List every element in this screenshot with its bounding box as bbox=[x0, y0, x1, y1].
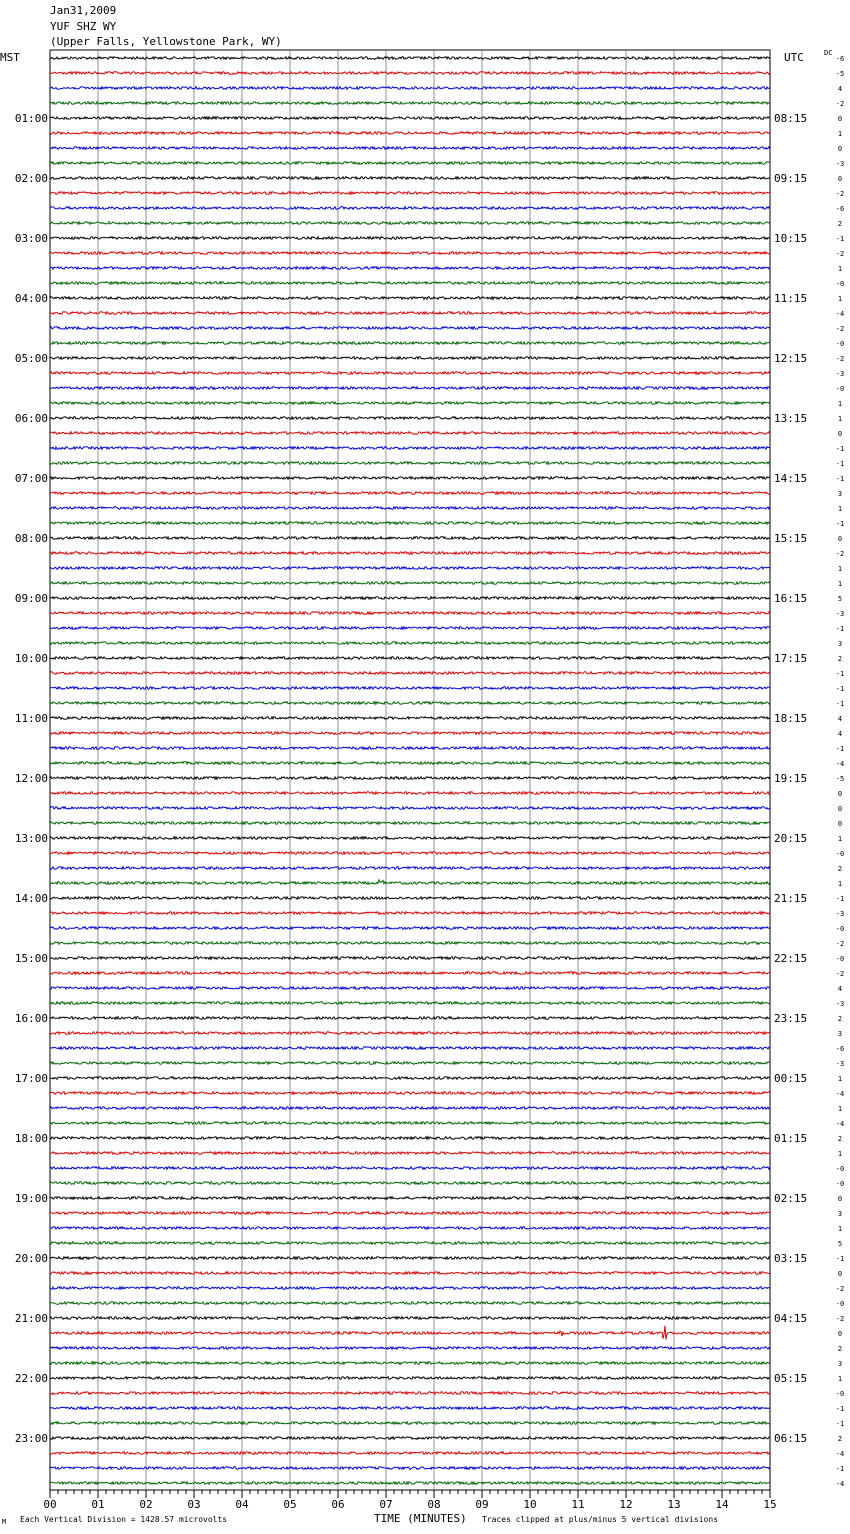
dc-offset-value: -4 bbox=[835, 1480, 845, 1488]
right-timezone-label: UTC bbox=[784, 51, 804, 64]
seismic-trace bbox=[50, 1137, 770, 1140]
x-tick-label: 00 bbox=[43, 1498, 57, 1511]
seismic-trace bbox=[50, 1152, 770, 1155]
right-hour-label: 00:15 bbox=[774, 1072, 808, 1085]
seismic-trace bbox=[50, 1467, 770, 1470]
dc-offset-value: 1 bbox=[837, 565, 843, 573]
seismic-trace bbox=[50, 880, 770, 885]
seismic-trace bbox=[50, 1422, 770, 1425]
seismic-trace bbox=[50, 492, 770, 495]
seismic-trace bbox=[50, 792, 770, 795]
dc-offset-value: -6 bbox=[835, 55, 845, 63]
left-hour-label: 07:00 bbox=[14, 472, 48, 485]
dc-offset-value: -1 bbox=[835, 895, 845, 903]
seismic-trace bbox=[50, 552, 770, 555]
dc-offset-header: DC bbox=[824, 49, 833, 57]
dc-offset-value: -4 bbox=[835, 1090, 845, 1098]
seismic-trace bbox=[50, 537, 770, 540]
dc-offset-value: -0 bbox=[835, 955, 845, 963]
left-hour-label: 02:00 bbox=[14, 172, 48, 185]
seismic-trace bbox=[50, 297, 770, 300]
x-tick-label: 07 bbox=[379, 1498, 393, 1511]
dc-offset-value: -1 bbox=[835, 235, 845, 243]
seismic-trace bbox=[50, 1362, 770, 1365]
chart-date: Jan31,2009 bbox=[50, 4, 117, 17]
right-hour-label: 06:15 bbox=[774, 1432, 808, 1445]
seismic-trace bbox=[50, 972, 770, 975]
dc-offset-value: 1 bbox=[837, 1075, 843, 1083]
left-hour-label: 19:00 bbox=[14, 1192, 48, 1205]
seismic-trace bbox=[50, 507, 770, 510]
seismic-trace bbox=[50, 1107, 770, 1110]
seismic-trace bbox=[50, 1326, 770, 1340]
seismic-trace bbox=[50, 657, 770, 660]
seismic-traces bbox=[50, 57, 770, 1485]
dc-offset-value: -3 bbox=[835, 1060, 845, 1068]
dc-offset-value: 1 bbox=[837, 130, 843, 138]
right-hour-label: 13:15 bbox=[774, 412, 808, 425]
dc-offset-value: -2 bbox=[835, 1315, 845, 1323]
seismic-trace bbox=[50, 1092, 770, 1095]
left-hour-label: 12:00 bbox=[14, 772, 48, 785]
dc-offset-value: 0 bbox=[837, 1330, 843, 1338]
seismic-trace bbox=[50, 612, 770, 615]
right-hour-label: 15:15 bbox=[774, 532, 808, 545]
right-hour-label: 02:15 bbox=[774, 1192, 808, 1205]
left-hour-label: 16:00 bbox=[14, 1012, 48, 1025]
seismic-trace bbox=[50, 117, 770, 120]
dc-offset-value: 1 bbox=[837, 1225, 843, 1233]
seismic-trace bbox=[50, 282, 770, 285]
dc-offset-value: -0 bbox=[835, 925, 845, 933]
seismic-trace bbox=[50, 1317, 770, 1320]
dc-offset-value: 1 bbox=[837, 415, 843, 423]
left-hour-label: 11:00 bbox=[14, 712, 48, 725]
seismic-trace bbox=[50, 1347, 770, 1350]
right-hour-label: 01:15 bbox=[774, 1132, 808, 1145]
seismic-trace bbox=[50, 1392, 770, 1395]
dc-offset-value: -3 bbox=[835, 1000, 845, 1008]
x-axis-ticks bbox=[50, 1490, 770, 1498]
right-hour-label: 03:15 bbox=[774, 1252, 808, 1265]
station-location: (Upper Falls, Yellowstone Park, WY) bbox=[50, 35, 282, 48]
dc-offset-value: -0 bbox=[835, 385, 845, 393]
dc-offset-value: 1 bbox=[837, 505, 843, 513]
seismic-trace bbox=[50, 672, 770, 675]
seismic-trace bbox=[50, 1167, 770, 1170]
dc-offset-value: -1 bbox=[835, 460, 845, 468]
dc-offset-value: 1 bbox=[837, 1375, 843, 1383]
seismic-trace bbox=[50, 897, 770, 900]
seismic-trace bbox=[50, 207, 770, 210]
seismic-trace bbox=[50, 447, 770, 450]
x-axis-label: TIME (MINUTES) bbox=[374, 1512, 467, 1525]
x-tick-label: 10 bbox=[523, 1498, 537, 1511]
dc-offset-value: 3 bbox=[837, 640, 843, 648]
dc-offset-value: 4 bbox=[837, 85, 843, 93]
seismic-trace bbox=[50, 1047, 770, 1050]
left-hour-label: 22:00 bbox=[14, 1372, 48, 1385]
dc-offset-value: -0 bbox=[835, 280, 845, 288]
seismic-trace bbox=[50, 357, 770, 360]
dc-offset-value: -1 bbox=[835, 1420, 845, 1428]
dc-offset-value: 5 bbox=[837, 1240, 843, 1248]
left-timezone-label: MST bbox=[0, 51, 20, 64]
right-hour-label: 19:15 bbox=[774, 772, 808, 785]
seismic-trace bbox=[50, 132, 770, 135]
seismic-trace bbox=[50, 327, 770, 330]
dc-offset-value: -4 bbox=[835, 1450, 845, 1458]
right-hour-label: 05:15 bbox=[774, 1372, 808, 1385]
right-hour-label: 21:15 bbox=[774, 892, 808, 905]
seismic-trace bbox=[50, 747, 770, 750]
seismic-trace bbox=[50, 807, 770, 810]
x-tick-label: 09 bbox=[475, 1498, 489, 1511]
seismic-trace bbox=[50, 177, 770, 180]
dc-offset-value: -2 bbox=[835, 325, 845, 333]
dc-offset-value: 1 bbox=[837, 580, 843, 588]
dc-offset-value: -0 bbox=[835, 1165, 845, 1173]
seismic-trace bbox=[50, 1302, 770, 1305]
seismic-trace bbox=[50, 1452, 770, 1455]
seismic-trace bbox=[50, 147, 770, 150]
seismic-trace bbox=[50, 342, 770, 345]
right-hour-label: 23:15 bbox=[774, 1012, 808, 1025]
dc-offset-value: 2 bbox=[837, 655, 843, 663]
dc-offset-value: 4 bbox=[837, 730, 843, 738]
seismic-trace bbox=[50, 702, 770, 705]
seismic-trace bbox=[50, 72, 770, 75]
dc-offset-value: -1 bbox=[835, 700, 845, 708]
dc-offset-value: 1 bbox=[837, 1105, 843, 1113]
dc-offset-value: 0 bbox=[837, 1195, 843, 1203]
seismic-trace bbox=[50, 732, 770, 735]
dc-offset-value: 2 bbox=[837, 1015, 843, 1023]
seismic-trace bbox=[50, 222, 770, 225]
seismic-trace bbox=[50, 1017, 770, 1020]
seismic-trace bbox=[50, 477, 770, 480]
dc-offset-value: -0 bbox=[835, 340, 845, 348]
seismic-trace bbox=[50, 102, 770, 105]
x-tick-label: 04 bbox=[235, 1498, 249, 1511]
seismic-trace bbox=[50, 462, 770, 465]
dc-offset-value: 1 bbox=[837, 265, 843, 273]
seismic-trace bbox=[50, 1032, 770, 1035]
x-tick-label: 06 bbox=[331, 1498, 345, 1511]
seismic-trace bbox=[50, 162, 770, 165]
dc-offset-value: -3 bbox=[835, 370, 845, 378]
dc-offset-value: 0 bbox=[837, 145, 843, 153]
seismic-trace bbox=[50, 867, 770, 870]
seismic-trace bbox=[50, 957, 770, 960]
dc-offset-value: 3 bbox=[837, 1210, 843, 1218]
left-hour-label: 06:00 bbox=[14, 412, 48, 425]
right-hour-label: 14:15 bbox=[774, 472, 808, 485]
dc-offset-value: 0 bbox=[837, 115, 843, 123]
seismic-trace bbox=[50, 1212, 770, 1215]
left-hour-label: 09:00 bbox=[14, 592, 48, 605]
dc-offset-value: -1 bbox=[835, 475, 845, 483]
left-hour-label: 20:00 bbox=[14, 1252, 48, 1265]
dc-offset-value: -1 bbox=[835, 625, 845, 633]
dc-offset-value: 1 bbox=[837, 295, 843, 303]
clip-note: Traces clipped at plus/minus 5 vertical divisions bbox=[482, 1515, 719, 1524]
seismic-trace bbox=[50, 252, 770, 255]
dc-offset-value: -2 bbox=[835, 550, 845, 558]
seismic-trace bbox=[50, 777, 770, 780]
dc-offset-value: 2 bbox=[837, 220, 843, 228]
dc-offset-value: 2 bbox=[837, 865, 843, 873]
seismic-trace bbox=[50, 987, 770, 990]
right-hour-label: 12:15 bbox=[774, 352, 808, 365]
seismic-trace bbox=[50, 1437, 770, 1440]
seismic-trace bbox=[50, 237, 770, 240]
dc-offset-value: -1 bbox=[835, 1465, 845, 1473]
seismic-trace bbox=[50, 1242, 770, 1245]
axis-labels bbox=[15, 55, 844, 1511]
dc-offset-value: -5 bbox=[835, 70, 845, 78]
dc-offset-value: -1 bbox=[835, 670, 845, 678]
dc-offset-value: -2 bbox=[835, 100, 845, 108]
seismic-trace bbox=[50, 1002, 770, 1005]
dc-offset-value: -2 bbox=[835, 940, 845, 948]
x-tick-label: 05 bbox=[283, 1498, 297, 1511]
right-hour-label: 18:15 bbox=[774, 712, 808, 725]
seismic-trace bbox=[50, 1062, 770, 1065]
left-hour-label: 13:00 bbox=[14, 832, 48, 845]
seismic-trace bbox=[50, 597, 770, 600]
dc-offset-value: -1 bbox=[835, 445, 845, 453]
dc-offset-value: -1 bbox=[835, 1255, 845, 1263]
left-hour-label: 10:00 bbox=[14, 652, 48, 665]
dc-offset-value: 0 bbox=[837, 820, 843, 828]
dc-offset-value: -2 bbox=[835, 190, 845, 198]
dc-offset-value: 1 bbox=[837, 400, 843, 408]
dc-offset-value: 5 bbox=[837, 595, 843, 603]
right-hour-label: 16:15 bbox=[774, 592, 808, 605]
seismic-trace bbox=[50, 432, 770, 435]
seismic-trace bbox=[50, 372, 770, 375]
seismic-trace bbox=[50, 837, 770, 840]
seismic-trace bbox=[50, 642, 770, 645]
x-tick-label: 14 bbox=[715, 1498, 729, 1511]
seismic-trace bbox=[50, 402, 770, 405]
x-tick-label: 12 bbox=[619, 1498, 633, 1511]
x-tick-label: 11 bbox=[571, 1498, 585, 1511]
dc-offset-value: -0 bbox=[835, 1390, 845, 1398]
seismic-trace bbox=[50, 1227, 770, 1230]
seismic-trace bbox=[50, 852, 770, 855]
left-hour-label: 18:00 bbox=[14, 1132, 48, 1145]
seismic-trace bbox=[50, 717, 770, 720]
footer-mark: M bbox=[2, 1518, 7, 1526]
seismic-trace bbox=[50, 582, 770, 585]
dc-offset-value: 0 bbox=[837, 175, 843, 183]
right-hour-label: 11:15 bbox=[774, 292, 808, 305]
dc-offset-value: -3 bbox=[835, 910, 845, 918]
seismic-trace bbox=[50, 912, 770, 915]
seismic-trace bbox=[50, 567, 770, 570]
dc-offset-value: -1 bbox=[835, 520, 845, 528]
seismic-trace bbox=[50, 1197, 770, 1200]
dc-offset-value: 1 bbox=[837, 835, 843, 843]
seismic-trace bbox=[50, 942, 770, 945]
dc-offset-value: 2 bbox=[837, 1345, 843, 1353]
seismic-trace bbox=[50, 417, 770, 420]
seismic-trace bbox=[50, 267, 770, 270]
right-hour-label: 09:15 bbox=[774, 172, 808, 185]
dc-offset-value: -2 bbox=[835, 1285, 845, 1293]
seismic-trace bbox=[50, 927, 770, 930]
seismic-trace bbox=[50, 1077, 770, 1080]
dc-offset-value: 0 bbox=[837, 1270, 843, 1278]
scale-note: Each Vertical Division = 1428.57 microvolts bbox=[20, 1515, 228, 1524]
dc-offset-value: -2 bbox=[835, 355, 845, 363]
dc-offset-value: -0 bbox=[835, 1300, 845, 1308]
seismic-trace bbox=[50, 522, 770, 525]
left-hour-label: 23:00 bbox=[14, 1432, 48, 1445]
x-tick-label: 03 bbox=[187, 1498, 201, 1511]
dc-offset-value: 0 bbox=[837, 805, 843, 813]
x-tick-label: 01 bbox=[91, 1498, 105, 1511]
dc-offset-value: -0 bbox=[835, 1180, 845, 1188]
left-hour-label: 21:00 bbox=[14, 1312, 48, 1325]
dc-offset-value: -3 bbox=[835, 160, 845, 168]
right-hour-label: 04:15 bbox=[774, 1312, 808, 1325]
dc-offset-value: -2 bbox=[835, 250, 845, 258]
left-hour-label: 17:00 bbox=[14, 1072, 48, 1085]
dc-offset-value: -1 bbox=[835, 685, 845, 693]
seismic-trace bbox=[50, 1182, 770, 1185]
seismic-trace bbox=[50, 57, 770, 60]
seismic-trace bbox=[50, 387, 770, 390]
x-tick-label: 02 bbox=[139, 1498, 153, 1511]
seismic-trace bbox=[50, 1407, 770, 1410]
seismic-trace bbox=[50, 1272, 770, 1275]
seismic-trace bbox=[50, 762, 770, 765]
dc-offset-value: 3 bbox=[837, 1030, 843, 1038]
dc-offset-value: 3 bbox=[837, 490, 843, 498]
dc-offset-value: 0 bbox=[837, 790, 843, 798]
left-hour-label: 15:00 bbox=[14, 952, 48, 965]
dc-offset-value: -5 bbox=[835, 775, 845, 783]
dc-offset-value: -2 bbox=[835, 970, 845, 978]
seismic-trace bbox=[50, 1482, 770, 1485]
dc-offset-value: 3 bbox=[837, 1360, 843, 1368]
right-hour-label: 22:15 bbox=[774, 952, 808, 965]
left-hour-label: 05:00 bbox=[14, 352, 48, 365]
dc-offset-value: -0 bbox=[835, 850, 845, 858]
right-hour-label: 20:15 bbox=[774, 832, 808, 845]
left-hour-label: 04:00 bbox=[14, 292, 48, 305]
dc-offset-value: -1 bbox=[835, 1405, 845, 1413]
left-hour-label: 08:00 bbox=[14, 532, 48, 545]
dc-offset-value: 1 bbox=[837, 1150, 843, 1158]
right-hour-label: 08:15 bbox=[774, 112, 808, 125]
dc-offset-value: -3 bbox=[835, 610, 845, 618]
dc-offset-value: -4 bbox=[835, 310, 845, 318]
seismic-trace bbox=[50, 87, 770, 90]
seismic-trace bbox=[50, 1287, 770, 1290]
dc-offset-value: -6 bbox=[835, 1045, 845, 1053]
dc-offset-value: -4 bbox=[835, 1120, 845, 1128]
dc-offset-value: 1 bbox=[837, 880, 843, 888]
dc-offset-value: 2 bbox=[837, 1135, 843, 1143]
seismic-trace bbox=[50, 1122, 770, 1125]
station-code: YUF SHZ WY bbox=[50, 20, 117, 33]
dc-offset-value: -6 bbox=[835, 205, 845, 213]
dc-offset-value: 0 bbox=[837, 430, 843, 438]
seismic-trace bbox=[50, 822, 770, 825]
dc-offset-value: 4 bbox=[837, 715, 843, 723]
dc-offset-value: 2 bbox=[837, 1435, 843, 1443]
seismic-trace bbox=[50, 192, 770, 195]
seismic-trace bbox=[50, 687, 770, 690]
dc-offset-value: 4 bbox=[837, 985, 843, 993]
dc-offset-value: 0 bbox=[837, 535, 843, 543]
left-hour-label: 03:00 bbox=[14, 232, 48, 245]
right-hour-label: 10:15 bbox=[774, 232, 808, 245]
dc-offset-value: -1 bbox=[835, 745, 845, 753]
x-tick-label: 15 bbox=[763, 1498, 777, 1511]
seismic-trace bbox=[50, 1257, 770, 1260]
seismic-trace bbox=[50, 1377, 770, 1380]
left-hour-label: 01:00 bbox=[14, 112, 48, 125]
dc-offset-value: -4 bbox=[835, 760, 845, 768]
seismic-trace bbox=[50, 312, 770, 315]
seismic-trace bbox=[50, 627, 770, 630]
right-hour-label: 17:15 bbox=[774, 652, 808, 665]
x-tick-label: 08 bbox=[427, 1498, 441, 1511]
x-tick-label: 13 bbox=[667, 1498, 681, 1511]
left-hour-label: 14:00 bbox=[14, 892, 48, 905]
